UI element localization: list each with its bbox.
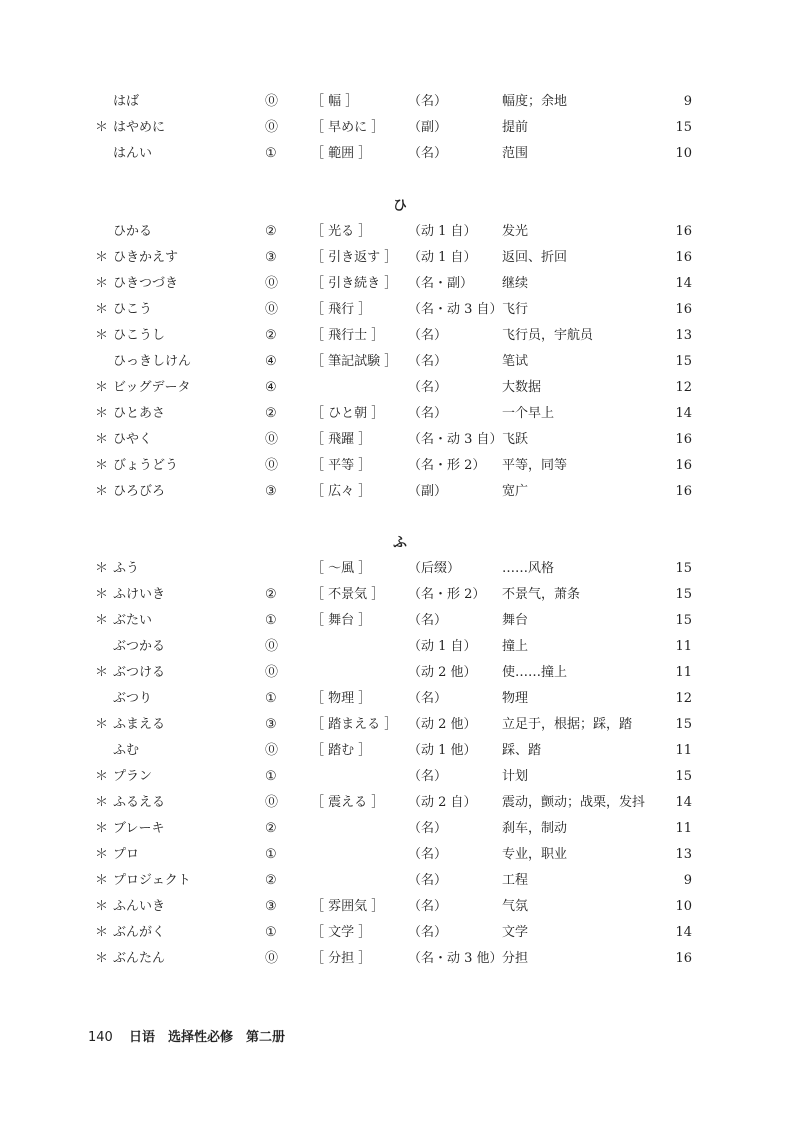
entry-meaning: 大数据	[502, 380, 542, 395]
entry-meaning: 提前	[502, 120, 529, 135]
vocab-entry	[0, 245, 800, 271]
entry-lesson-number: 10	[675, 899, 692, 914]
entry-lesson-number: 11	[675, 639, 692, 654]
entry-part-of-speech: （名）	[408, 899, 448, 914]
entry-kana: ふけいき	[113, 587, 166, 602]
entry-kana: ひこう	[113, 302, 153, 317]
entry-accent: ②	[265, 406, 277, 421]
entry-accent: ③	[265, 484, 277, 499]
entry-part-of-speech: （动 1 自）	[408, 639, 477, 654]
entry-part-of-speech: （名）	[408, 406, 448, 421]
entry-kana: ひかる	[113, 224, 153, 239]
vocab-entry	[0, 219, 800, 245]
vocab-entry	[0, 479, 800, 505]
entry-accent: ⓪	[265, 432, 279, 447]
entry-star-marker: ＊	[95, 458, 109, 473]
entry-lesson-number: 16	[675, 484, 692, 499]
entry-meaning: 工程	[502, 873, 529, 888]
entry-part-of-speech: （名・动 3 自）	[408, 302, 503, 317]
vocab-entry	[0, 842, 800, 868]
entry-kana: はば	[113, 94, 140, 109]
entry-accent: ①	[265, 769, 277, 784]
entry-part-of-speech: （名・形 2）	[408, 458, 486, 473]
entry-kana: ひこうし	[113, 328, 166, 343]
vocab-entry	[0, 582, 800, 608]
entry-meaning: 物理	[502, 691, 529, 706]
entry-part-of-speech: （名）	[408, 691, 448, 706]
entry-meaning: 返回、折回	[502, 250, 568, 265]
entry-lesson-number: 14	[675, 795, 692, 810]
vocab-entry	[0, 556, 800, 582]
vocab-entry	[0, 349, 800, 375]
entry-part-of-speech: （名・副）	[408, 276, 474, 291]
entry-lesson-number: 15	[675, 354, 692, 369]
entry-star-marker: ＊	[95, 873, 109, 888]
entry-meaning: 刹车，制动	[502, 821, 568, 836]
vocab-entry	[0, 89, 800, 115]
entry-lesson-number: 15	[675, 613, 692, 628]
entry-kana: はんい	[113, 146, 153, 161]
entry-star-marker: ＊	[95, 120, 109, 135]
entry-kanji: ［ 踏まえる ］	[311, 717, 398, 732]
entry-lesson-number: 11	[675, 665, 692, 680]
entry-star-marker: ＊	[95, 328, 109, 343]
vocab-entry	[0, 712, 800, 738]
entry-star-marker: ＊	[95, 821, 109, 836]
vocab-entry	[0, 271, 800, 297]
entry-kana: プロジェクト	[113, 873, 191, 888]
entry-meaning: 舞台	[502, 613, 529, 628]
entry-part-of-speech: （名）	[408, 769, 448, 784]
entry-part-of-speech: （名・动 3 他）	[408, 951, 503, 966]
entry-kana: ぶんたん	[113, 951, 166, 966]
entry-kana: ひろびろ	[113, 484, 166, 499]
entry-kana: ふまえる	[113, 717, 166, 732]
entry-kanji: ［ 引き返す ］	[311, 250, 398, 265]
vocab-entry	[0, 764, 800, 790]
entry-part-of-speech: （名）	[408, 925, 448, 940]
entry-kanji: ［ 飛行士 ］	[311, 328, 385, 343]
entry-kanji: ［ ひと朝 ］	[311, 406, 385, 421]
entry-accent: ③	[265, 250, 277, 265]
entry-star-marker: ＊	[95, 380, 109, 395]
entry-lesson-number: 16	[675, 250, 692, 265]
entry-kana: ぶつり	[113, 691, 153, 706]
vocab-entry	[0, 608, 800, 634]
entry-meaning: 幅度；余地	[502, 94, 568, 109]
entry-part-of-speech: （动 1 自）	[408, 250, 477, 265]
entry-accent: ⓪	[265, 743, 279, 758]
entry-lesson-number: 10	[675, 146, 692, 161]
entry-kana: プロ	[113, 847, 140, 862]
entry-star-marker: ＊	[95, 276, 109, 291]
entry-lesson-number: 14	[675, 925, 692, 940]
entry-meaning: 文学	[502, 925, 529, 940]
entry-meaning: 踩、踏	[502, 743, 542, 758]
entry-accent: ③	[265, 899, 277, 914]
entry-accent: ②	[265, 873, 277, 888]
entry-kanji: ［ 不景気 ］	[311, 587, 385, 602]
entry-star-marker: ＊	[95, 302, 109, 317]
entry-lesson-number: 9	[683, 94, 692, 109]
entry-meaning: 气氛	[502, 899, 529, 914]
entry-kanji: ［ 飛躍 ］	[311, 432, 372, 447]
entry-lesson-number: 15	[675, 561, 692, 576]
entry-kanji: ［ 早めに ］	[311, 120, 385, 135]
entry-kanji: ［ 光る ］	[311, 224, 372, 239]
entry-part-of-speech: （动 1 他）	[408, 743, 477, 758]
entry-accent: ⓪	[265, 951, 279, 966]
entry-meaning: 立足于，根据；踩，踏	[502, 717, 633, 732]
entry-kanji: ［ 広々 ］	[311, 484, 372, 499]
entry-kana: ひとあさ	[113, 406, 166, 421]
entry-star-marker: ＊	[95, 665, 109, 680]
entry-kana: プラン	[113, 769, 153, 784]
entry-star-marker: ＊	[95, 717, 109, 732]
entry-part-of-speech: （名）	[408, 821, 448, 836]
entry-accent: ①	[265, 925, 277, 940]
page-number: 140	[88, 1030, 113, 1045]
entry-accent: ②	[265, 587, 277, 602]
vocab-entry	[0, 790, 800, 816]
entry-lesson-number: 11	[675, 743, 692, 758]
entry-star-marker: ＊	[95, 432, 109, 447]
entry-meaning: 继续	[502, 276, 529, 291]
entry-kana: ぶたい	[113, 613, 153, 628]
entry-star-marker: ＊	[95, 847, 109, 862]
entry-kana: ふむ	[113, 743, 140, 758]
entry-star-marker: ＊	[95, 899, 109, 914]
entry-kanji: ［ 踏む ］	[311, 743, 372, 758]
entry-part-of-speech: （名・动 3 自）	[408, 432, 503, 447]
vocab-entry	[0, 297, 800, 323]
entry-part-of-speech: （副）	[408, 120, 448, 135]
entry-star-marker: ＊	[95, 951, 109, 966]
vocab-entry	[0, 920, 800, 946]
entry-kanji: ［ 物理 ］	[311, 691, 372, 706]
entry-meaning: 平等，同等	[502, 458, 568, 473]
entry-meaning: 不景气，萧条	[502, 587, 581, 602]
entry-meaning: 一个早上	[502, 406, 555, 421]
entry-meaning: 范围	[502, 146, 529, 161]
entry-part-of-speech: （名）	[408, 380, 448, 395]
entry-lesson-number: 15	[675, 717, 692, 732]
vocab-entry	[0, 323, 800, 349]
entry-lesson-number: 15	[675, 587, 692, 602]
entry-part-of-speech: （动 2 他）	[408, 665, 477, 680]
vocab-entry	[0, 401, 800, 427]
entry-lesson-number: 15	[675, 120, 692, 135]
entry-accent: ③	[265, 717, 277, 732]
entry-kanji: ［ 文学 ］	[311, 925, 372, 940]
entry-kanji: ［ 分担 ］	[311, 951, 372, 966]
entry-star-marker: ＊	[95, 925, 109, 940]
entry-kana: ひやく	[113, 432, 153, 447]
entry-star-marker: ＊	[95, 795, 109, 810]
entry-kanji: ［ 範囲 ］	[311, 146, 372, 161]
entry-accent: ②	[265, 821, 277, 836]
entry-kana: はやめに	[113, 120, 166, 135]
entry-accent: ⓪	[265, 458, 279, 473]
entry-part-of-speech: （动 1 自）	[408, 224, 477, 239]
entry-kanji: ［ 飛行 ］	[311, 302, 372, 317]
vocab-entry	[0, 660, 800, 686]
entry-meaning: 宽广	[502, 484, 529, 499]
entry-kanji: ［ 舞台 ］	[311, 613, 372, 628]
entry-kana: ぶつける	[113, 665, 166, 680]
entry-meaning: 发光	[502, 224, 529, 239]
entry-lesson-number: 14	[675, 276, 692, 291]
entry-lesson-number: 9	[683, 873, 692, 888]
entry-star-marker: ＊	[95, 406, 109, 421]
entry-kanji: ［ 幅 ］	[311, 94, 359, 109]
vocab-entry	[0, 115, 800, 141]
entry-lesson-number: 16	[675, 224, 692, 239]
entry-kana: ビッグデータ	[113, 380, 191, 395]
section-heading: ふ	[393, 535, 407, 551]
entry-meaning: 震动，颤动；战栗，发抖	[502, 795, 646, 810]
section-heading: ひ	[393, 198, 407, 214]
entry-lesson-number: 12	[675, 691, 692, 706]
entry-star-marker: ＊	[95, 587, 109, 602]
entry-part-of-speech: （名）	[408, 847, 448, 862]
entry-star-marker: ＊	[95, 769, 109, 784]
entry-kana: ふう	[113, 561, 140, 576]
entry-part-of-speech: （副）	[408, 484, 448, 499]
entry-lesson-number: 13	[675, 328, 692, 343]
entry-kanji: ［ 引き続き ］	[311, 276, 398, 291]
entry-accent: ④	[265, 354, 277, 369]
entry-lesson-number: 12	[675, 380, 692, 395]
entry-accent: ⓪	[265, 795, 279, 810]
entry-kana: ふるえる	[113, 795, 166, 810]
entry-part-of-speech: （动 2 他）	[408, 717, 477, 732]
entry-meaning: ……风格	[502, 561, 555, 576]
entry-accent: ⓪	[265, 276, 279, 291]
entry-part-of-speech: （名・形 2）	[408, 587, 486, 602]
entry-kana: びょうどう	[113, 458, 179, 473]
entry-accent: ⓪	[265, 302, 279, 317]
entry-kana: ひっきしけん	[113, 354, 192, 369]
entry-star-marker: ＊	[95, 613, 109, 628]
entry-meaning: 使……撞上	[502, 665, 568, 680]
entry-kanji: ［ ～風 ］	[311, 561, 372, 576]
entry-kana: ふんいき	[113, 899, 166, 914]
entry-kanji: ［ 雰囲気 ］	[311, 899, 385, 914]
entry-meaning: 笔试	[502, 354, 529, 369]
entry-meaning: 飞行	[502, 302, 529, 317]
vocab-entry	[0, 686, 800, 712]
entry-lesson-number: 14	[675, 406, 692, 421]
entry-lesson-number: 15	[675, 769, 692, 784]
entry-part-of-speech: （名）	[408, 354, 448, 369]
entry-meaning: 飞行员，宇航员	[502, 328, 594, 343]
entry-star-marker: ＊	[95, 250, 109, 265]
entry-part-of-speech: （名）	[408, 613, 448, 628]
entry-kana: ぶんがく	[113, 925, 166, 940]
vocab-entry	[0, 141, 800, 167]
entry-lesson-number: 13	[675, 847, 692, 862]
entry-meaning: 专业，职业	[502, 847, 568, 862]
entry-meaning: 飞跃	[502, 432, 529, 447]
entry-accent: ⓪	[265, 639, 279, 654]
entry-lesson-number: 16	[675, 951, 692, 966]
entry-kana: ぶつかる	[113, 639, 166, 654]
entry-part-of-speech: （名）	[408, 94, 448, 109]
entry-kana: ブレーキ	[113, 821, 165, 836]
entry-star-marker: ＊	[95, 484, 109, 499]
vocab-entry	[0, 453, 800, 479]
entry-meaning: 计划	[502, 769, 529, 784]
entry-part-of-speech: （动 2 自）	[408, 795, 477, 810]
entry-accent: ④	[265, 380, 277, 395]
vocab-entry	[0, 634, 800, 660]
entry-kanji: ［ 震える ］	[311, 795, 385, 810]
entry-lesson-number: 11	[675, 821, 692, 836]
entry-star-marker: ＊	[95, 561, 109, 576]
entry-accent: ①	[265, 691, 277, 706]
vocab-entry	[0, 946, 800, 972]
vocab-entry	[0, 868, 800, 894]
entry-part-of-speech: （后缀）	[408, 561, 461, 576]
entry-lesson-number: 16	[675, 302, 692, 317]
vocab-entry	[0, 738, 800, 764]
entry-accent: ⓪	[265, 665, 279, 680]
entry-accent: ①	[265, 613, 277, 628]
vocab-entry	[0, 427, 800, 453]
page-footer	[88, 1026, 285, 1045]
entry-kanji: ［ 筆記試験 ］	[311, 354, 398, 369]
entry-accent: ②	[265, 224, 277, 239]
vocab-entry	[0, 816, 800, 842]
vocab-entry	[0, 375, 800, 401]
book-title: 日语 选择性必修 第二册	[128, 1030, 285, 1045]
entry-part-of-speech: （名）	[408, 873, 448, 888]
vocab-entry	[0, 894, 800, 920]
entry-accent: ①	[265, 146, 277, 161]
entry-accent: ②	[265, 328, 277, 343]
entry-kanji: ［ 平等 ］	[311, 458, 372, 473]
entry-accent: ⓪	[265, 94, 279, 109]
entry-part-of-speech: （名）	[408, 328, 448, 343]
entry-accent: ①	[265, 847, 277, 862]
entry-meaning: 撞上	[502, 639, 529, 654]
entry-meaning: 分担	[502, 951, 529, 966]
entry-kana: ひきつづき	[113, 276, 179, 291]
entry-kana: ひきかえす	[113, 250, 179, 265]
entry-lesson-number: 16	[675, 432, 692, 447]
entry-lesson-number: 16	[675, 458, 692, 473]
entry-part-of-speech: （名）	[408, 146, 448, 161]
entry-accent: ⓪	[265, 120, 279, 135]
